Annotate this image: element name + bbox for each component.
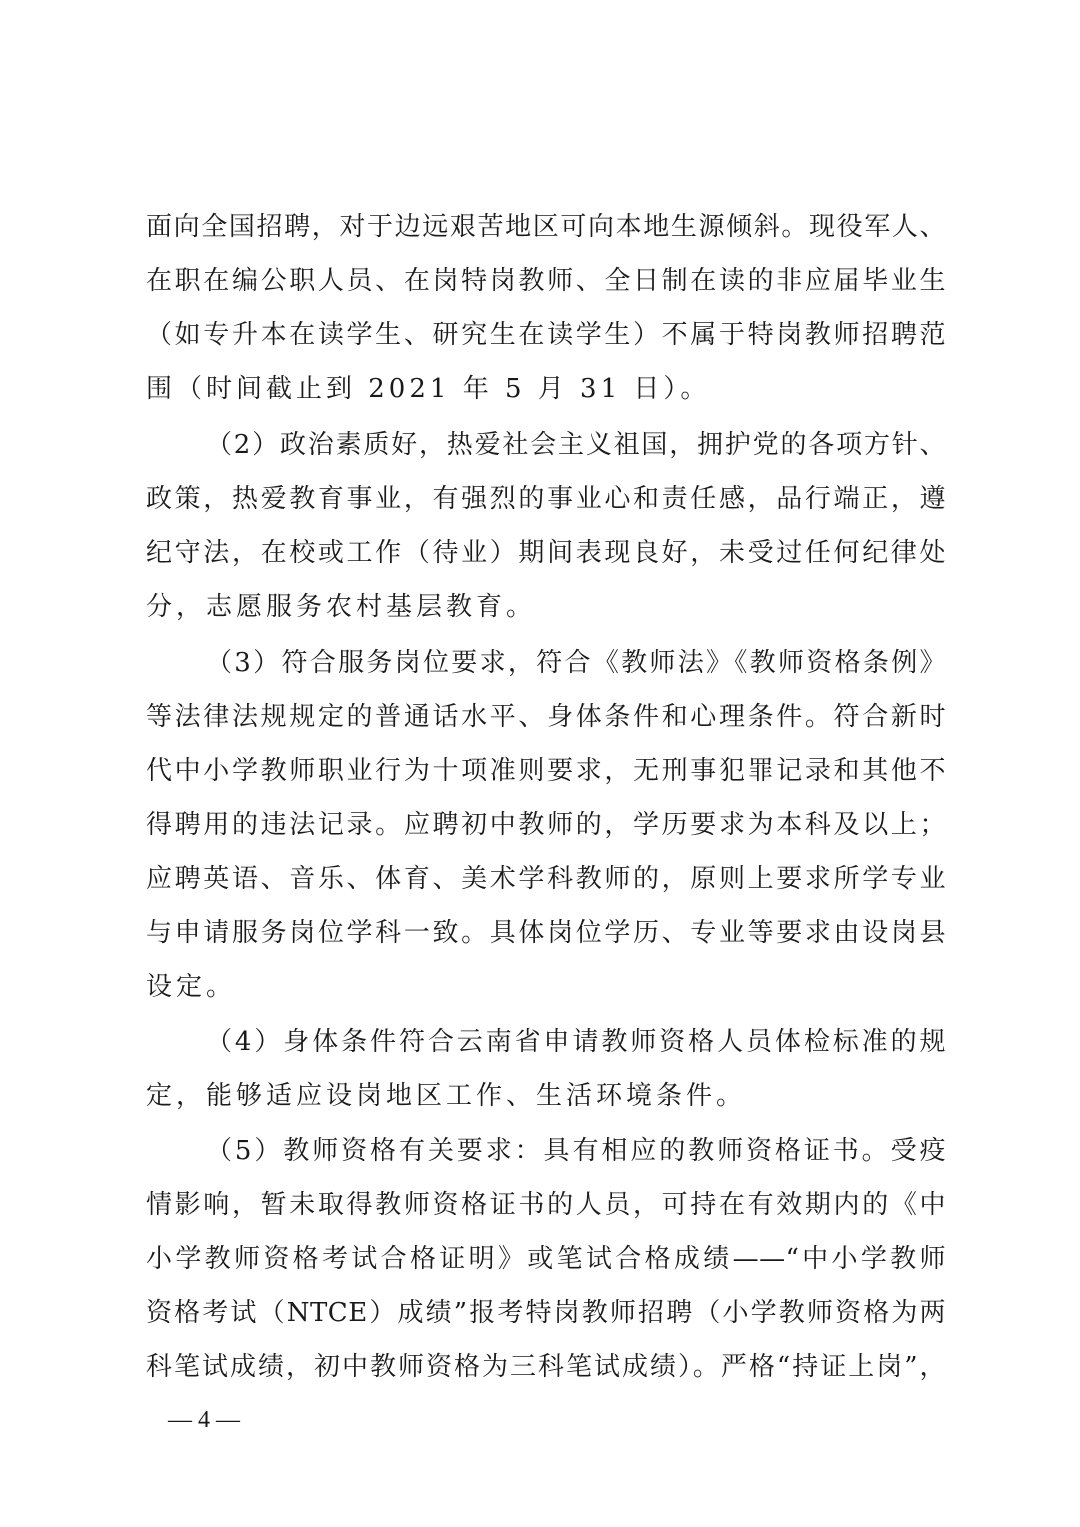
text-line: 设定。	[146, 972, 237, 1002]
text-line: （如专升本在读学生、研究生在读学生）不属于特岗教师招聘范	[146, 320, 946, 350]
text-line: 资格考试（NTCE）成绩”报考特岗教师招聘（小学教师资格为两	[146, 1298, 946, 1328]
text-line: 政策，热爱教育事业，有强烈的事业心和责任感，品行端正，遵	[146, 484, 946, 514]
text-line: 小学教师资格考试合格证明》或笔试合格成绩——“中小学教师	[146, 1244, 946, 1274]
page-number: — 4 —	[168, 1407, 240, 1433]
text-line: 分，志愿服务农村基层教育。	[146, 592, 537, 622]
text-line: 代中小学教师职业行为十项准则要求，无刑事犯罪记录和其他不	[146, 756, 946, 786]
text-line: 纪守法，在校或工作（待业）期间表现良好，未受过任何纪律处	[146, 538, 946, 568]
text-line: 情影响，暂未取得教师资格证书的人员，可持在有效期内的《中	[146, 1190, 946, 1220]
text-line: 围（时间截止到 2021 年 5 月 31 日）。	[146, 374, 711, 404]
text-line: 面向全国招聘，对于边远艰苦地区可向本地生源倾斜。现役军人、	[146, 212, 946, 242]
text-line: 与申请服务岗位学科一致。具体岗位学历、专业等要求由设岗县	[146, 918, 946, 948]
text-line: （4）身体条件符合云南省申请教师资格人员体检标准的规	[206, 1027, 946, 1057]
text-line: 得聘用的违法记录。应聘初中教师的，学历要求为本科及以上；	[146, 810, 946, 840]
text-line: （5）教师资格有关要求：具有相应的教师资格证书。受疫	[206, 1136, 946, 1166]
text-line: （2）政治素质好，热爱社会主义祖国，拥护党的各项方针、	[206, 430, 946, 460]
text-line: 等法律法规规定的普通话水平、身体条件和心理条件。符合新时	[146, 702, 946, 732]
text-line: 定，能够适应设岗地区工作、生活环境条件。	[146, 1081, 747, 1111]
text-line: 应聘英语、音乐、体育、美术学科教师的，原则上要求所学专业	[146, 864, 946, 894]
text-line: 在职在编公职人员、在岗特岗教师、全日制在读的非应届毕业生	[146, 266, 946, 296]
text-line: （3）符合服务岗位要求，符合《教师法》《教师资格条例》	[206, 648, 946, 678]
text-line: 科笔试成绩，初中教师资格为三科笔试成绩）。严格“持证上岗”，	[146, 1352, 946, 1382]
